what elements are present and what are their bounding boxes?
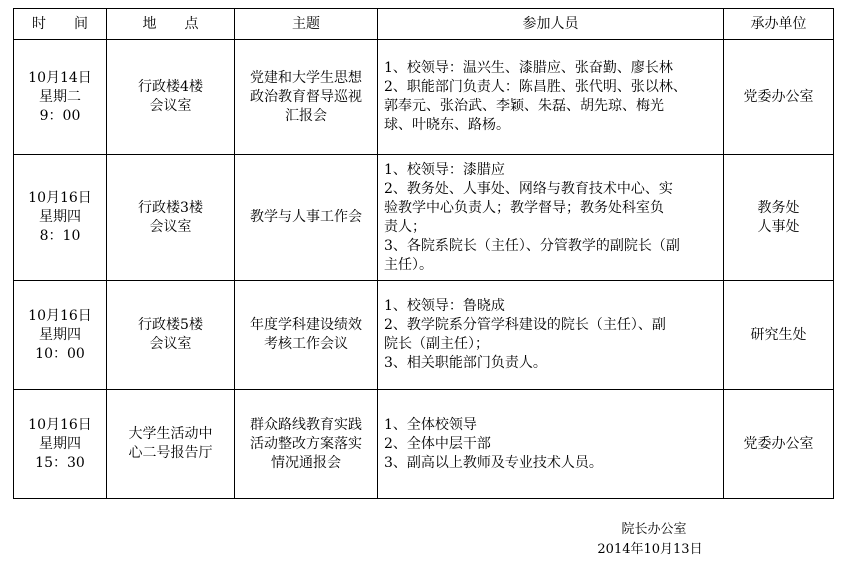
clock-text: 9：00 [39, 107, 81, 124]
issue-date: 2014年10月13日 [597, 542, 703, 557]
header-topic: 主题 [235, 9, 378, 40]
clock-text: 15：30 [35, 454, 85, 471]
location-line: 行政楼3楼 [138, 199, 203, 216]
time-cell [14, 390, 107, 499]
participants-line: 责人； [384, 218, 426, 235]
organizer-line: 党委办公室 [743, 435, 814, 452]
location-line: 会议室 [149, 98, 192, 114]
participants-cell [378, 40, 724, 155]
clock-text: 10：00 [35, 345, 85, 362]
participants-line: 2、教学院系分管学科建设的院长（主任）、副 [384, 317, 666, 333]
organizer-line: 教务处 [757, 199, 800, 216]
header-participants: 参加人员 [378, 9, 724, 40]
location-line: 行政楼5楼 [138, 317, 203, 333]
participants-cell [378, 390, 724, 499]
signature-block [560, 520, 740, 560]
participants-cell [378, 155, 724, 281]
topic-line: 活动整改方案落实 [250, 435, 362, 452]
location-cell [107, 281, 235, 390]
topic-line: 党建和大学生思想 [250, 69, 362, 86]
header-time: 时 间 [14, 9, 107, 40]
participants-line: 3、副高以上教师及专业技术人员。 [384, 454, 603, 471]
topic-line: 群众路线教育实践 [250, 416, 362, 433]
time-cell [14, 281, 107, 390]
table-row [14, 281, 834, 390]
organizer-cell [724, 40, 834, 155]
location-line: 心二号报告厅 [128, 445, 213, 461]
topic-line: 年度学科建设绩效 [250, 317, 362, 333]
location-line: 会议室 [149, 336, 192, 352]
weekday-text: 星期四 [39, 326, 81, 343]
clock-text: 8：10 [39, 228, 81, 244]
header-row [14, 9, 834, 40]
weekday-text: 星期二 [39, 88, 81, 105]
participants-line: 1、全体校领导 [384, 416, 477, 433]
participants-line: 郭奉元、张治武、李颖、朱磊、胡先琼、梅光 [384, 98, 664, 114]
weekday-text: 星期四 [39, 209, 81, 225]
date-text: 10月16日 [28, 190, 92, 206]
location-line: 行政楼4楼 [138, 79, 203, 95]
date-text: 10月14日 [28, 69, 92, 86]
table-row [14, 390, 834, 499]
participants-line: 3、相关职能部门负责人。 [384, 355, 547, 371]
topic-cell [235, 281, 378, 390]
meeting-schedule-table [13, 8, 834, 499]
table-row [14, 155, 834, 281]
participants-line: 球、叶晓东、路杨。 [384, 117, 510, 133]
header-organizer: 承办单位 [724, 9, 834, 40]
location-cell [107, 40, 235, 155]
participants-line: 2、教务处、人事处、网络与教育技术中心、实 [384, 180, 673, 197]
participants-line: 2、职能部门负责人：陈昌胜、张代明、张以林、 [384, 79, 687, 95]
topic-line: 情况通报会 [271, 454, 341, 471]
topic-cell [235, 40, 378, 155]
participants-line: 院长（副主任）； [384, 336, 489, 352]
date-text: 10月16日 [28, 416, 92, 433]
organizer-line: 党委办公室 [743, 88, 814, 105]
participants-line: 1、校领导：漆腊应 [384, 161, 505, 178]
topic-line: 考核工作会议 [264, 336, 348, 352]
location-cell [107, 390, 235, 499]
location-line: 会议室 [149, 218, 192, 235]
time-cell [14, 155, 107, 281]
participants-line: 1、校领导：温兴生、漆腊应、张奋勤、廖长林 [384, 60, 673, 76]
organizer-line: 人事处 [757, 218, 800, 235]
participants-line: 验教学中心负责人；教学督导；教务处科室负 [384, 199, 664, 216]
participants-line: 1、校领导：鲁晓成 [384, 298, 505, 314]
participants-cell [378, 281, 724, 390]
location-cell [107, 155, 235, 281]
header-location: 地 点 [107, 9, 235, 40]
issuing-office: 院长办公室 [621, 522, 687, 537]
table-row [14, 40, 834, 155]
weekday-text: 星期四 [39, 435, 81, 452]
participants-line: 2、全体中层干部 [384, 435, 491, 452]
time-cell [14, 40, 107, 155]
topic-cell [235, 390, 378, 499]
organizer-cell [724, 281, 834, 390]
location-line: 大学生活动中 [128, 426, 213, 442]
topic-line: 教学与人事工作会 [250, 209, 362, 225]
participants-line: 主任）。 [384, 256, 433, 273]
topic-line: 政治教育督导巡视 [250, 88, 362, 105]
organizer-cell [724, 390, 834, 499]
topic-line: 汇报会 [285, 107, 327, 124]
organizer-line: 研究生处 [750, 326, 807, 343]
participants-line: 3、各院系院长（主任）、分管教学的副院长（副 [384, 237, 680, 254]
topic-cell [235, 155, 378, 281]
date-text: 10月16日 [28, 307, 92, 324]
organizer-cell [724, 155, 834, 281]
